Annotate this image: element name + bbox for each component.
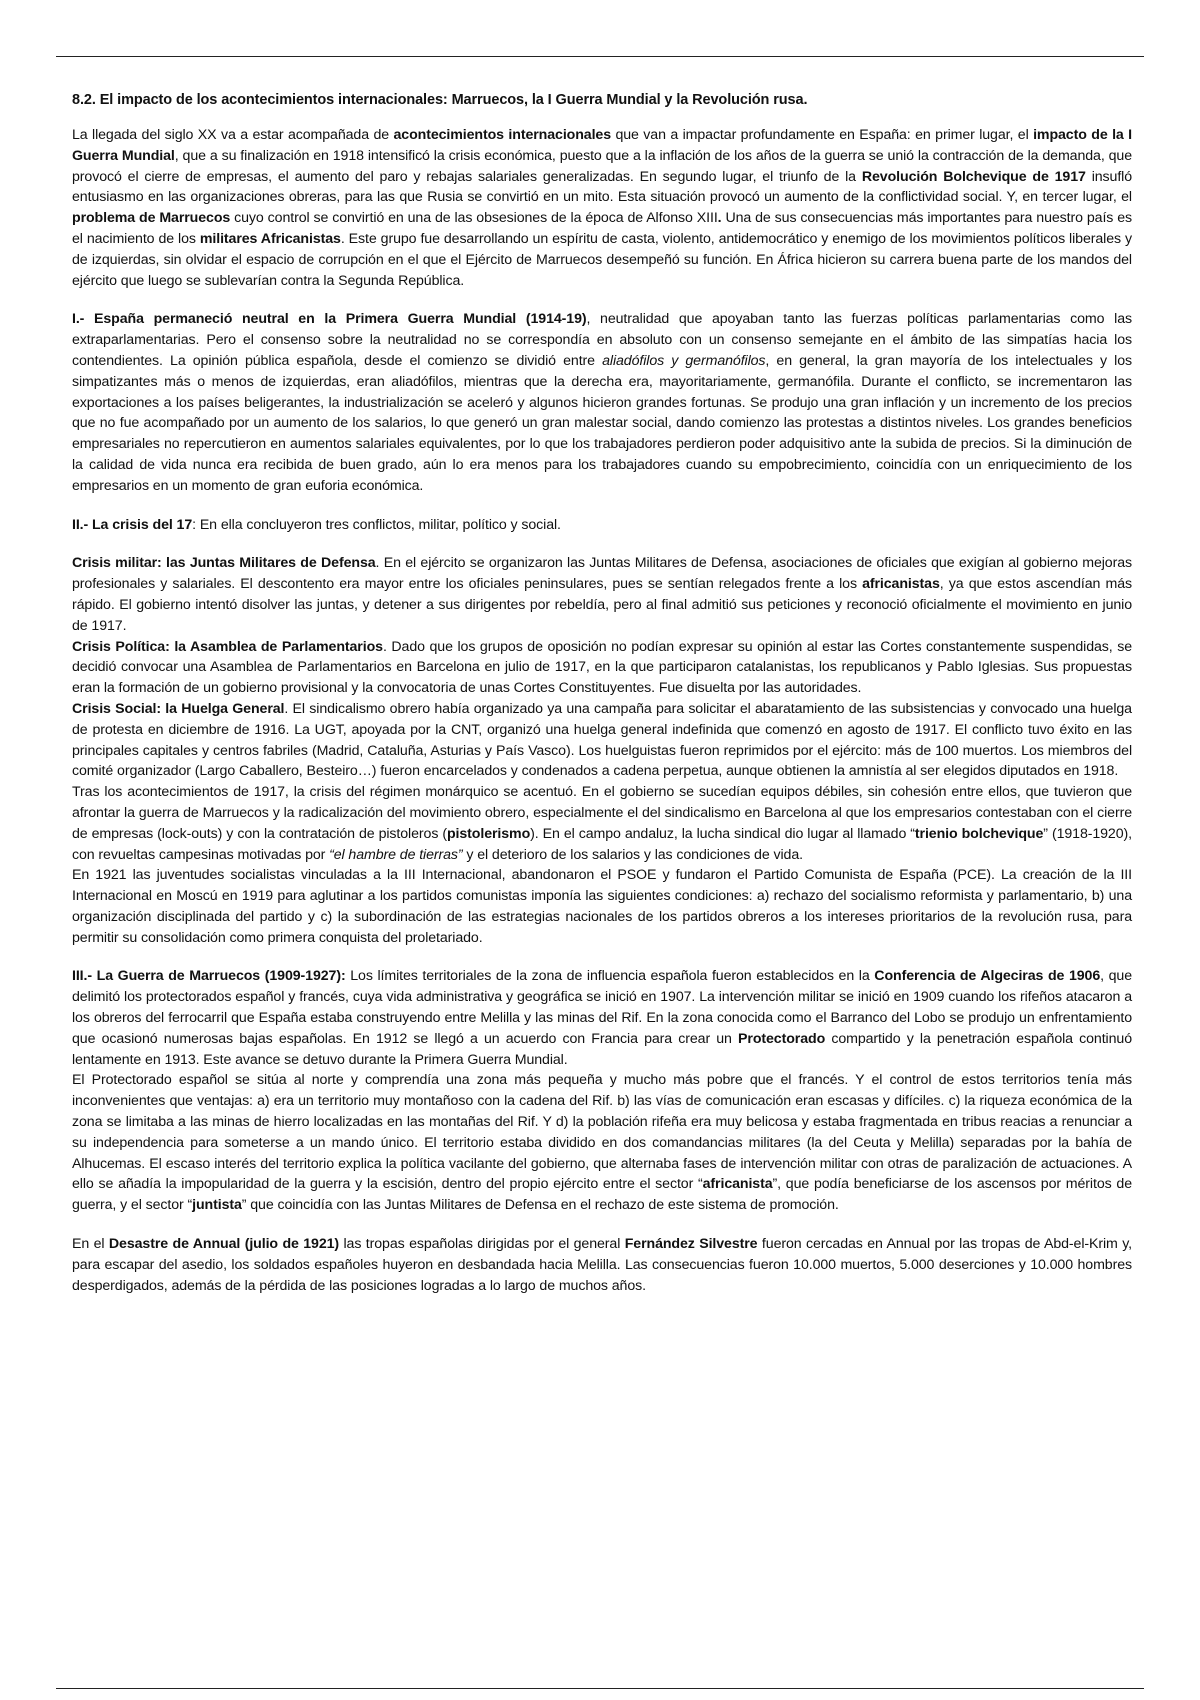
bold-text: III.- La Guerra de Marruecos (1909-1927):	[72, 968, 346, 985]
bold-text: africanista	[702, 1176, 773, 1193]
text-run: . En el ejército se organizaron las Juntas Militares de Defensa, asociaciones de oficiales que exigían al gobierno mejoras profesionales y salariales. El descontento era mayor entre los oficiales peninsulares, pues se sentían relegados frente a los	[72, 555, 1132, 593]
bold-text: Revolución Bolchevique de 1917	[861, 168, 1086, 185]
text-run: ”, que podía beneficiarse de los ascensos por méritos de guerra, y el sector “	[72, 1176, 1132, 1214]
text-run: , que delimitó los protectorados español y francés, cuya vida administrativa y geográfica se inició en 1907. La intervención militar se inició en 1909 cuando los rifeños atacaron a los obreros del ferrocarril que España estaba construyendo entre Melilla y las minas del Rif. En la zona conocida como el Barranco del Lobo se produjo un enfrentamiento que ocasionó numerosas bajas españolas. En 1912 se llegó a un acuerdo con Francia para crear un	[72, 968, 1133, 1047]
text-run: Tras los acontecimientos de 1917, la crisis del régimen monárquico se acentuó. En el gobierno se sucedían equipos débiles, sin cohesión entre ellos, que tuvieron que afrontar la guerra de Marruecos y la radicalización del movimiento obrero, especialmente el del sindicalismo en Barcelona al que los empresarios contestaban con el cierre de empresas (lock-outs) y con la contratación de pistoleros (	[72, 784, 1132, 842]
italic-text: aliadófilos y germanófilos	[602, 352, 766, 369]
bold-text: Fernández Silvestre	[624, 1236, 758, 1253]
bold-text: problema de Marruecos	[72, 210, 231, 227]
bold-text: Crisis Social: la Huelga General	[72, 700, 285, 717]
footer-rule	[56, 1688, 1144, 1689]
bold-text: Conferencia de Algeciras de 1906	[874, 968, 1101, 985]
header-rule	[56, 56, 1144, 57]
text-run: , en general, la gran mayoría de los intelectuales y los simpatizantes más o menos de izquierdas, eran aliadófilos, mientras que la derecha era, mayoritariamente, germanófila. Durante el conflicto, se incrementaron las exportaciones a los países beligerantes, la industrialización se aceleró y algunos hicieron grandes fortunas. Se produjo una gran inflación y un incremento de los precios que no fue acompañado por un aumento de los salarios, lo que generó un gran malestar social, dando comienzo las protestas a distintos niveles. Los grandes beneficios empresariales no repercutieron en aumentos salariales equivalentes, por lo que los trabajadores perdieron poder adquisitivo ante la subida de precios. Si la diminución de la calidad de vida nunca era recibida de buen grado, aún lo era menos para los trabajadores cuando su empobrecimiento, coincidía con un enriquecimiento de los empresarios en un momento de gran euforia económica.	[72, 352, 1133, 494]
text-run: . El sindicalismo obrero había organizado ya una campaña para solicitar el abaratamiento de las subsistencias y convocado una huelga de protesta en diciembre de 1916. La UGT, apoyada por la CNT, organizó una huelga general indefinida que comenzó en agosto de 1917. El conflicto tuvo éxito en las principales capitales y centros fabriles (Madrid, Cataluña, Asturias y País Vasco). Los huelguistas fueron reprimidos por el ejército: más de 100 muertos. Los miembros del comité organizador (Largo Caballero, Besteiro…) fueron encarcelados y condenados a cadena perpetua, aunque obtienen la amnistía al ser elegidos diputados en 1918.	[72, 700, 1132, 780]
text-run: las tropas españolas dirigidas por el general	[339, 1236, 625, 1253]
text-run: Los límites territoriales de la zona de influencia española fueron establecidos en la	[345, 968, 875, 985]
text-run: , ya que estos ascendían más rápido. El gobierno intentó disolver las juntas, y detener a sus dirigentes por rebeldía, pero al final admitió sus peticiones y reconoció oficialmente el movimiento en junio de 1917.	[72, 576, 1132, 634]
section-marruecos-paragraph	[72, 966, 1132, 1070]
text-run: . Este grupo fue desarrollando un espíritu de casta, violento, antidemocrático y enemigo de los movimientos políticos liberales y de izquierdas, sin olvidar el espacio de corrupción en el que el Ejército de Marruecos desempeñó su función. En África hicieron su carrera buena parte de los mandos del ejército que luego se sublevarían contra la Segunda República.	[72, 230, 1132, 289]
protectorado-paragraph	[72, 1070, 1132, 1216]
text-run: En el	[72, 1236, 109, 1253]
text-run: y el deterioro de los salarios y las condiciones de vida.	[462, 846, 803, 863]
page-title: 8.2. El impacto de los acontecimientos internacionales: Marruecos, la I Guerra Mundial y la Revolución rusa.	[72, 92, 808, 108]
intro-paragraph	[72, 125, 1132, 291]
text-run: En 1921 las juventudes socialistas vinculadas a la III Internacional, abandonaron el PSOE y fundaron el Partido Comunista de España (PCE). La creación de la III Internacional en Moscú en 1919 para aglutinar a los partidos comunistas imponía las siguientes condiciones: a) rechazo del socialismo reformista y parlamentario, b) una organización disciplinada del partido y c) la subordinación de las estrategias nacionales de los partidos obreros a los intereses prioritarios de la revolución rusa, para permitir su consolidación como primera conquista del proletariado.	[72, 867, 1132, 946]
text-run: El Protectorado español se sitúa al norte y comprendía una zona más pequeña y mucho más pobre que el francés. Y el control de estos territorios tenía más inconvenientes que ventajas: a) era un territorio muy montañoso con la cadena del Rif. b) las vías de comunicación eran escasas y difíciles. c) la riqueza económica de la zona se limitaba a las minas de hierro localizadas en las montañas del Rif. Y d) la población rifeña era muy belicosa y estaba fragmentada en tribus reacias a renunciar a su independencia para someterse a un mando único. El territorio estaba dividido en dos comandancias militares (la del Ceuta y Melilla) separadas por la bahía de Alhucemas. El escaso interés del territorio explica la política vacilante del gobierno, que alternaba fases de intervención militar con otras de paralización de actuaciones. A ello se añadía la impopularidad de la guerra y la escisión, dentro del propio ejército entre el sector “	[72, 1072, 1132, 1193]
text-run: insufló entusiasmo en las organizaciones obreras, para las que Rusia se convirtió en un mito. Esta situación provocó un aumento de la conflictividad social. Y, en tercer lugar, el	[72, 168, 1133, 206]
text-run: que van a impactar profundamente en España: en primer lugar, el	[611, 127, 1034, 143]
text-run: , que a su finalización en 1918 intensificó la crisis económica, puesto que a la inflación de los años de la guerra se unió la contracción de la demanda, que provocó el cierre de empresas, el aumento del paro y rebajas salariales generalizadas. En segundo lugar, el triunfo de la	[72, 147, 1132, 185]
crisis-militar-paragraph	[72, 553, 1132, 636]
text-run: cuyo control se convirtió en una de las obsesiones de la época de Alfonso XIII	[230, 210, 718, 227]
bold-text: trienio bolchevique	[914, 825, 1044, 842]
section-neutrality-paragraph	[72, 309, 1132, 496]
text-run: Una de sus consecuencias más importantes para nuestro país es el nacimiento de los	[72, 210, 1133, 247]
text-run: fueron cercadas en Annual por las tropas de Abd-el-Krim y, para escapar del asedio, los soldados españoles huyeron en desbandada hacia Melilla. Las consecuencias fueron 10.000 muertos, 5.000 deserciones y 10.000 hombres desperdigados, además de la pérdida de las posiciones logradas a lo largo de muchos años.	[72, 1236, 1133, 1294]
post-1917-paragraph	[72, 782, 1132, 865]
bold-text: Crisis Política: la Asamblea de Parlamentarios	[72, 638, 383, 655]
bold-text: II.- La crisis del 17	[72, 516, 193, 533]
italic-text: “el hambre de tierras”	[329, 846, 463, 863]
bold-text: impacto de la I Guerra Mundial	[72, 127, 1132, 164]
text-run: ” (1918-1920), con revueltas campesinas motivadas por	[72, 825, 1132, 863]
bold-text: Protectorado	[738, 1030, 826, 1047]
text-run: ” que coincidía con las Juntas Militares de Defensa en el rechazo de este sistema de promoción.	[241, 1197, 839, 1214]
text-run: La llegada del siglo XX va a estar acompañada de	[72, 127, 394, 143]
text-run: : En ella concluyeron tres conflictos, militar, político y social.	[192, 516, 561, 533]
pce-1921-paragraph	[72, 865, 1132, 948]
bold-text: .	[717, 210, 722, 227]
document-body	[72, 92, 1132, 1296]
bold-text: juntista	[192, 1197, 242, 1214]
bold-text: acontecimientos internacionales	[393, 127, 612, 143]
section-crisis-17-heading	[72, 515, 1132, 536]
crisis-politica-paragraph	[72, 637, 1132, 699]
bold-text: I.- España permaneció neutral en la Primera Guerra Mundial (1914-19)	[72, 311, 587, 328]
annual-paragraph	[72, 1234, 1132, 1296]
crisis-social-paragraph	[72, 699, 1132, 782]
text-run: compartido y la penetración española continuó lentamente en 1913. Este avance se detuvo durante la Primera Guerra Mundial.	[72, 1030, 1132, 1068]
text-run: ). En el campo andaluz, la lucha sindical dio lugar al llamado “	[530, 825, 915, 842]
text-run: . Dado que los grupos de oposición no podían expresar su opinión al estar las Cortes constantemente suspendidas, se decidió convocar una Asamblea de Parlamentarios en Barcelona en julio de 1917, en la que participaron catalanistas, los republicanos y Pablo Iglesias. Sus propuestas eran la formación de un gobierno provisional y la convocatoria de unas Cortes Constituyentes. Fue disuelta por las autoridades.	[72, 638, 1132, 697]
bold-text: africanistas	[862, 576, 940, 593]
text-run: , neutralidad que apoyaban tanto las fuerzas políticas parlamentarias como las extraparlamentarias. Pero el consenso sobre la neutralidad no se correspondía en absoluto con un consenso semejante en el ámbito de las simpatías hacia los contendientes. La opinión pública española, desde el comienzo se dividió entre	[72, 311, 1132, 369]
bold-text: Crisis militar: las Juntas Militares de Defensa	[72, 555, 376, 572]
bold-text: militares Africanistas	[199, 230, 341, 247]
bold-text: Desastre de Annual (julio de 1921)	[108, 1236, 340, 1253]
bold-text: pistolerismo	[446, 825, 531, 842]
